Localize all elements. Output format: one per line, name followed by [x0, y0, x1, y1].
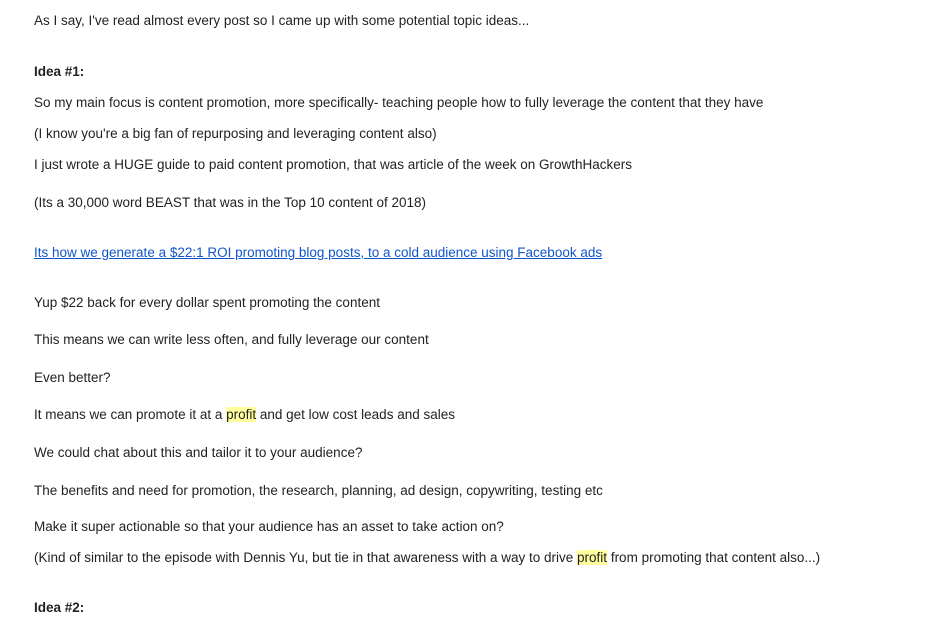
idea-2-heading: Idea #2: — [34, 600, 85, 615]
paragraph-guide: I just wrote a HUGE guide to paid content promotion, that was article of the week on GrowthHackers — [34, 157, 633, 172]
paragraph-focus: So my main focus is content promotion, more specifically- teaching people how to fully leverage the content that they have — [34, 95, 764, 110]
intro-text: As I say, I've read almost every post so I came up with some potential topic ideas... — [34, 13, 530, 28]
similar-text-after: from promoting that content also...) — [607, 550, 821, 565]
paragraph-similar — [34, 549, 820, 567]
similar-text-before: (Kind of similar to the episode with Dennis Yu, but tie in that awareness with a way to drive — [34, 550, 578, 565]
paragraph-promote — [34, 406, 455, 424]
paragraph-means: This means we can write less often, and fully leverage our content — [34, 332, 429, 347]
highlighted-word-profit-2: profit — [577, 550, 608, 565]
paragraph-better: Even better? — [34, 370, 111, 385]
paragraph-yup: Yup $22 back for every dollar spent promoting the content — [34, 295, 380, 310]
paragraph-fan: (I know you're a big fan of repurposing and leveraging content also) — [34, 126, 437, 141]
paragraph-chat: We could chat about this and tailor it to your audience? — [34, 445, 363, 460]
idea-1-heading: Idea #1: — [34, 64, 85, 79]
link-container — [34, 244, 602, 262]
promote-text-after: and get low cost leads and sales — [256, 407, 455, 422]
paragraph-actionable: Make it super actionable so that your audience has an asset to take action on? — [34, 519, 504, 534]
paragraph-beast: (Its a 30,000 word BEAST that was in the Top 10 content of 2018) — [34, 195, 426, 210]
promote-text-before: It means we can promote it at a — [34, 407, 227, 422]
article-link[interactable]: Its how we generate a $22:1 ROI promoting blog posts, to a cold audience using Facebook ads — [34, 245, 603, 260]
paragraph-benefits: The benefits and need for promotion, the research, planning, ad design, copywriting, testing etc — [34, 483, 603, 498]
highlighted-word-profit: profit — [226, 407, 257, 422]
